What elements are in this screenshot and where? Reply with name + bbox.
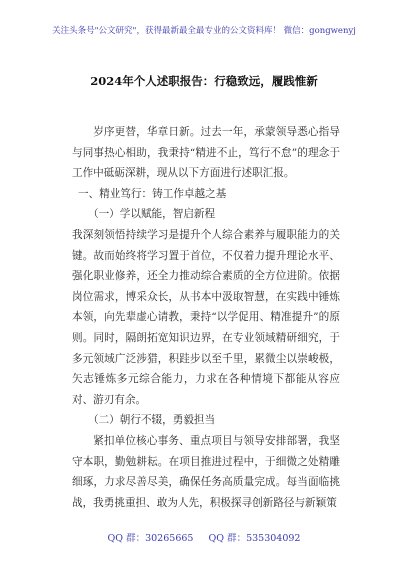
document-body (72, 122, 340, 513)
subsection-heading-2: （二）朝行不辍，勇毅担当 (88, 414, 216, 427)
footer-qq-group-1: QQ 群：30265665 (107, 533, 194, 544)
footer-qq-group-2: QQ 群：535304092 (208, 533, 301, 544)
subsection-heading-1: （一）学以赋能，智启新程 (88, 208, 216, 221)
intro-paragraph: 岁序更替，华章日新。过去一年，承蒙领导悉心指导与同事热心相助，我秉持“精进不止，笃行不怠”的理念于工作中砥砺深耕，现从以下方面进行述职汇报。 (72, 126, 340, 180)
document-title: 2024年个人述职报告：行稳致远，履践惟新 (90, 74, 318, 88)
body-paragraph-2: 紧扣单位核心事务、重点项目与领导安排部署，我坚守本职，勤勉耕耘。在项目推进过程中，于细微之处精雕细琢，力求尽善尽美，确保任务高质量完成。每当面临挑战，我勇挑重担、敢为人先，积极探寻创新路径与新颖策 (72, 434, 340, 509)
body-paragraph-1: 我深刻领悟持续学习是提升个人综合素养与履职能力的关键。故而始终将学习置于首位，不仅着力提升理论水平、强化职业修养，还全力推动综合素质的全方位进阶。依据岗位需求，博采众长，从书本中汲取智慧，在实践中锤炼本领，向先辈虚心请教，秉持“以学促用、精准提升”的原则。同时，隔朗拓宽知识边界，在专业领域精研细究，于多元领域广泛涉猎，积跬步以至千里，累微尘以崇峻极，矢志锤炼多元综合能力，力求在各种情境下都能从容应对、游刃有余。 (72, 228, 340, 406)
header-promo-note: 关注头条号"公文研究"，获得最新最全最专业的公文资料库！ 微信：gongwenyj (52, 26, 356, 36)
footer-contact (0, 530, 408, 544)
section-heading-1: 一、精业笃行：铸工作卓越之基 (78, 187, 227, 200)
